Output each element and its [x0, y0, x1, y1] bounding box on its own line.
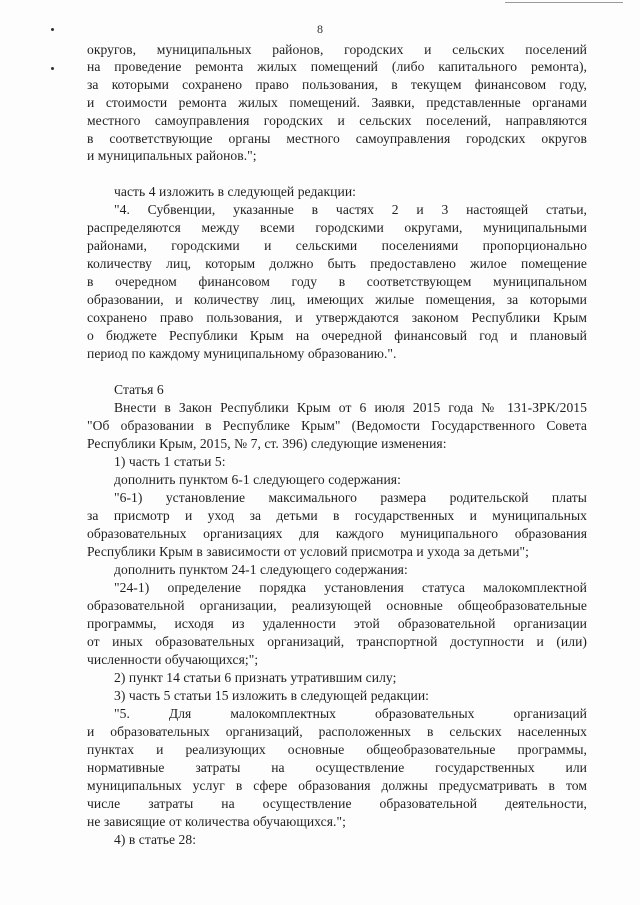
text-line: Внести в Закон Республики Крым от 6 июля 2015 года № 131-ЗРК/2015	[114, 400, 587, 415]
text-line: количеству лиц, которым должно быть предоставлено жилое помещение	[87, 256, 587, 271]
text-line: в очередном финансовом году в соответствующем муниципальном	[87, 274, 587, 289]
text-line: "6-1) установление максимального размера родительской платы	[114, 490, 587, 505]
text-line: муниципальных услуг в сфере образования должны предусматривать в том	[87, 778, 587, 793]
text-line: дополнить пунктом 6-1 следующего содержания:	[114, 472, 401, 487]
text-line: часть 4 изложить в следующей редакции:	[114, 184, 356, 199]
text-line: числе затраты на осуществление образовательной деятельности,	[87, 796, 587, 811]
text-line: образовательных организациях для каждого муниципального образования	[87, 526, 587, 541]
text-line: Республики Крым в зависимости от условий присмотра и ухода за детьми";	[87, 544, 529, 559]
text-line: "5. Для малокомплектных образовательных организаций	[114, 706, 587, 721]
text-line: "Об образовании в Республике Крым" (Ведомости Государственного Совета	[87, 418, 587, 433]
text-line: численности обучающихся;";	[87, 652, 259, 667]
text-line: за присмотр и уход за детьми в государственных и муниципальных	[87, 508, 587, 523]
text-line: распределяются между всеми городскими округами, муниципальными	[87, 220, 587, 235]
text-line: в соответствующие органы местного самоуправления городских округов	[87, 131, 587, 146]
text-line: "4. Субвенции, указанные в частях 2 и 3 настоящей статьи,	[114, 202, 587, 217]
text-line: 3) часть 5 статьи 15 изложить в следующей редакции:	[114, 688, 429, 703]
text-line: округов, муниципальных районов, городских и сельских поселений	[87, 42, 587, 57]
text-line: не зависящие от количества обучающихся.";	[87, 814, 346, 829]
text-line: "24-1) определение порядка установления статуса малокомплектной	[114, 580, 587, 595]
scan-dot	[51, 67, 54, 70]
text-line: на проведение ремонта жилых помещений (либо капитального ремонта),	[87, 59, 587, 74]
text-line: дополнить пунктом 24-1 следующего содержания:	[114, 562, 408, 577]
text-line: от иных образовательных организаций, транспортной доступности и (или)	[87, 634, 587, 649]
text-line: за которыми сохранено право пользования, в текущем финансовом году,	[87, 77, 587, 92]
text-line: период по каждому муниципальному образованию.".	[87, 346, 397, 361]
text-line: образовании, и количеству лиц, имеющих жилые помещения, за которыми	[87, 292, 587, 307]
text-line: образовательной организации, реализующей основные общеобразовательные	[87, 598, 587, 613]
page-number: 8	[317, 22, 323, 36]
text-line: и муниципальных районов.";	[87, 148, 257, 163]
text-line: местного самоуправления городских и сельских поселений, направляются	[87, 113, 587, 128]
text-line: пунктах и реализующих основные общеобразовательные программы,	[87, 742, 587, 757]
text-line: 4) в статье 28:	[114, 832, 197, 847]
text-line: и образовательных организаций, расположенных в сельских населенных	[87, 724, 587, 739]
text-line: 2) пункт 14 статьи 6 признать утратившим силу;	[114, 670, 397, 685]
text-line: о бюджете Республики Крым на очередной финансовый год и плановый	[87, 328, 587, 343]
text-line: 1) часть 1 статьи 5:	[114, 454, 226, 469]
top-rule	[505, 2, 623, 3]
text-line: нормативные затраты на осуществление государственных или	[87, 760, 587, 775]
text-line: Республики Крым, 2015, № 7, ст. 396) следующие изменения:	[87, 436, 447, 451]
text-line: сохранено право пользования, и утверждаются законом Республики Крым	[87, 310, 587, 325]
text-line: Статья 6	[114, 382, 164, 397]
text-line: районами, городскими и сельскими поселениями пропорционально	[87, 238, 587, 253]
text-line: программы, исходя из удаленности этой образовательной организации	[87, 616, 587, 631]
text-line: и стоимости ремонта жилых помещений. Заявки, представленные органами	[87, 95, 587, 110]
